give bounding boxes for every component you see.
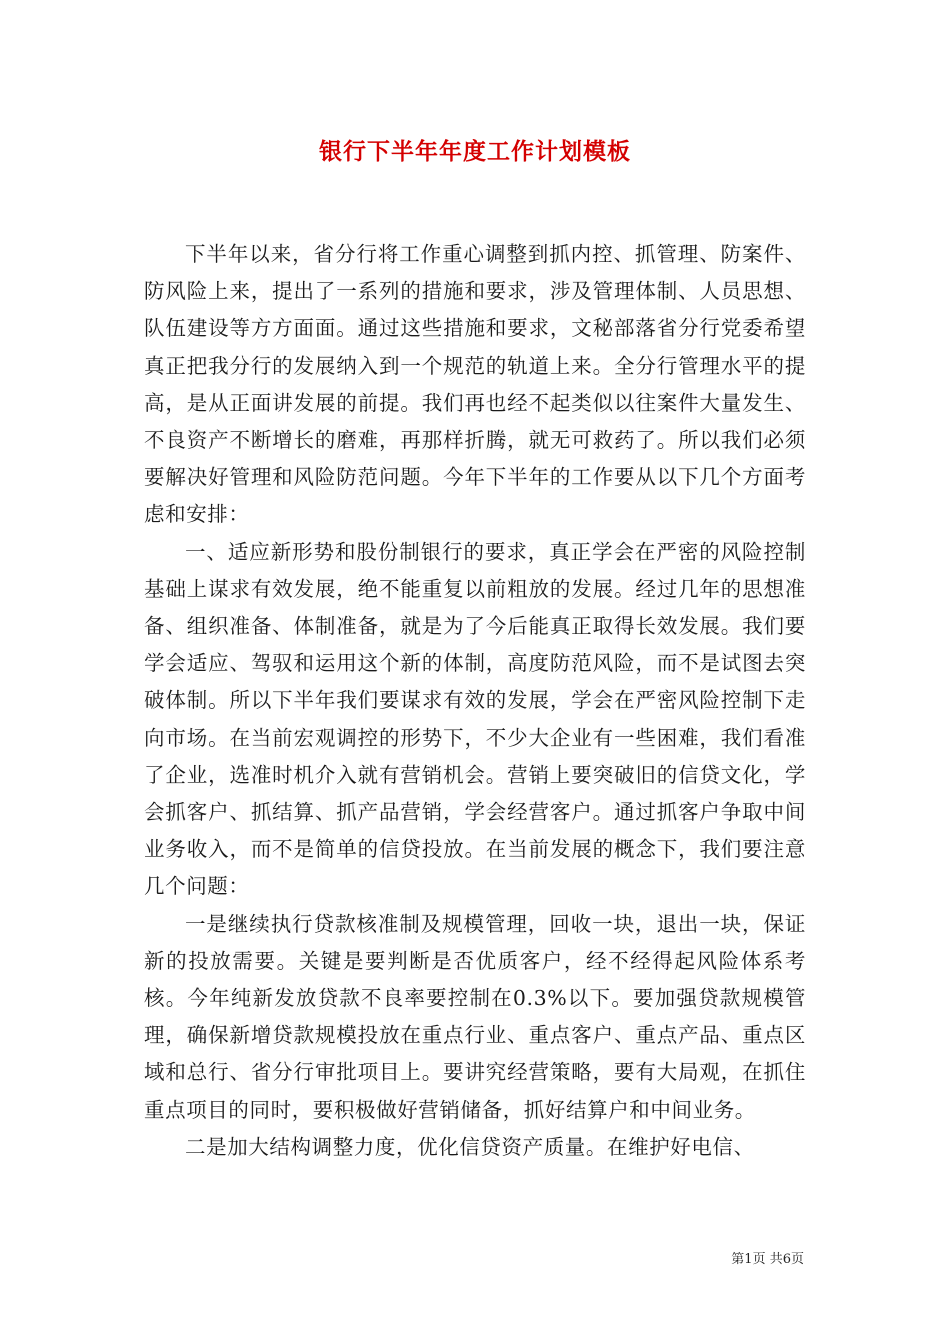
page-number-footer bbox=[731, 1248, 804, 1267]
paragraph-point-two: 二是加大结构调整力度，优化信贷资产质量。在维护好电信、 bbox=[185, 1134, 755, 1159]
footer-prefix: 第 bbox=[731, 1252, 745, 1267]
document-title: 银行下半年年度工作计划模板 bbox=[319, 138, 631, 165]
footer-total-pages: 6 bbox=[782, 1252, 791, 1267]
document-body bbox=[144, 236, 806, 1166]
paragraph-point-one: 一是继续执行贷款核准制及规模管理，回收一块，退出一块，保证新的投放需要。关键是要判断是否优质客户，经不经得起风险体系考核。今年纯新发放贷款不良率要控制在0.3%以下。要加强贷款规模管理，确保新增贷款规模投放在重点行业、重点客户、重点产品、重点区域和总行、省分行审批项目上。要讲究经营策略，要有大局观，在抓住重点项目的同时，要积极做好营销储备，抓好结算户和中间业务。 bbox=[144, 911, 806, 1122]
footer-middle: 页 共 bbox=[752, 1252, 783, 1267]
footer-current-page: 1 bbox=[744, 1252, 753, 1267]
paragraph-section-one: 一、适应新形势和股份制银行的要求，真正学会在严密的风险控制基础上谋求有效发展，绝不能重复以前粗放的发展。经过几年的思想准备、组织准备、体制准备，就是为了今后能真正取得长效发展。我们要学会适应、驾驭和运用这个新的体制，高度防范风险，而不是试图去突破体制。所以下半年我们要谋求有效的发展，学会在严密风险控制下走向市场。在当前宏观调控的形势下，不少大企业有一些困难，我们看准了企业，选准时机介入就有营销机会。营销上要突破旧的信贷文化，学会抓客户、抓结算、抓产品营销，学会经营客户。通过抓客户争取中间业务收入，而不是简单的信贷投放。在当前发展的概念下，我们要注意几个问题： bbox=[144, 539, 806, 899]
paragraph-intro: 下半年以来，省分行将工作重心调整到抓内控、抓管理、防案件、防风险上来，提出了一系列的措施和要求，涉及管理体制、人员思想、队伍建设等方方面面。通过这些措施和要求，文秘部落省分行党委希望真正把我分行的发展纳入到一个规范的轨道上来。全分行管理水平的提高，是从正面讲发展的前提。我们再也经不起类似以往案件大量发生、不良资产不断增长的磨难，再那样折腾，就无可救药了。所以我们必须要解决好管理和风险防范问题。今年下半年的工作要从以下几个方面考虑和安排： bbox=[144, 242, 806, 527]
footer-suffix: 页 bbox=[790, 1252, 804, 1267]
